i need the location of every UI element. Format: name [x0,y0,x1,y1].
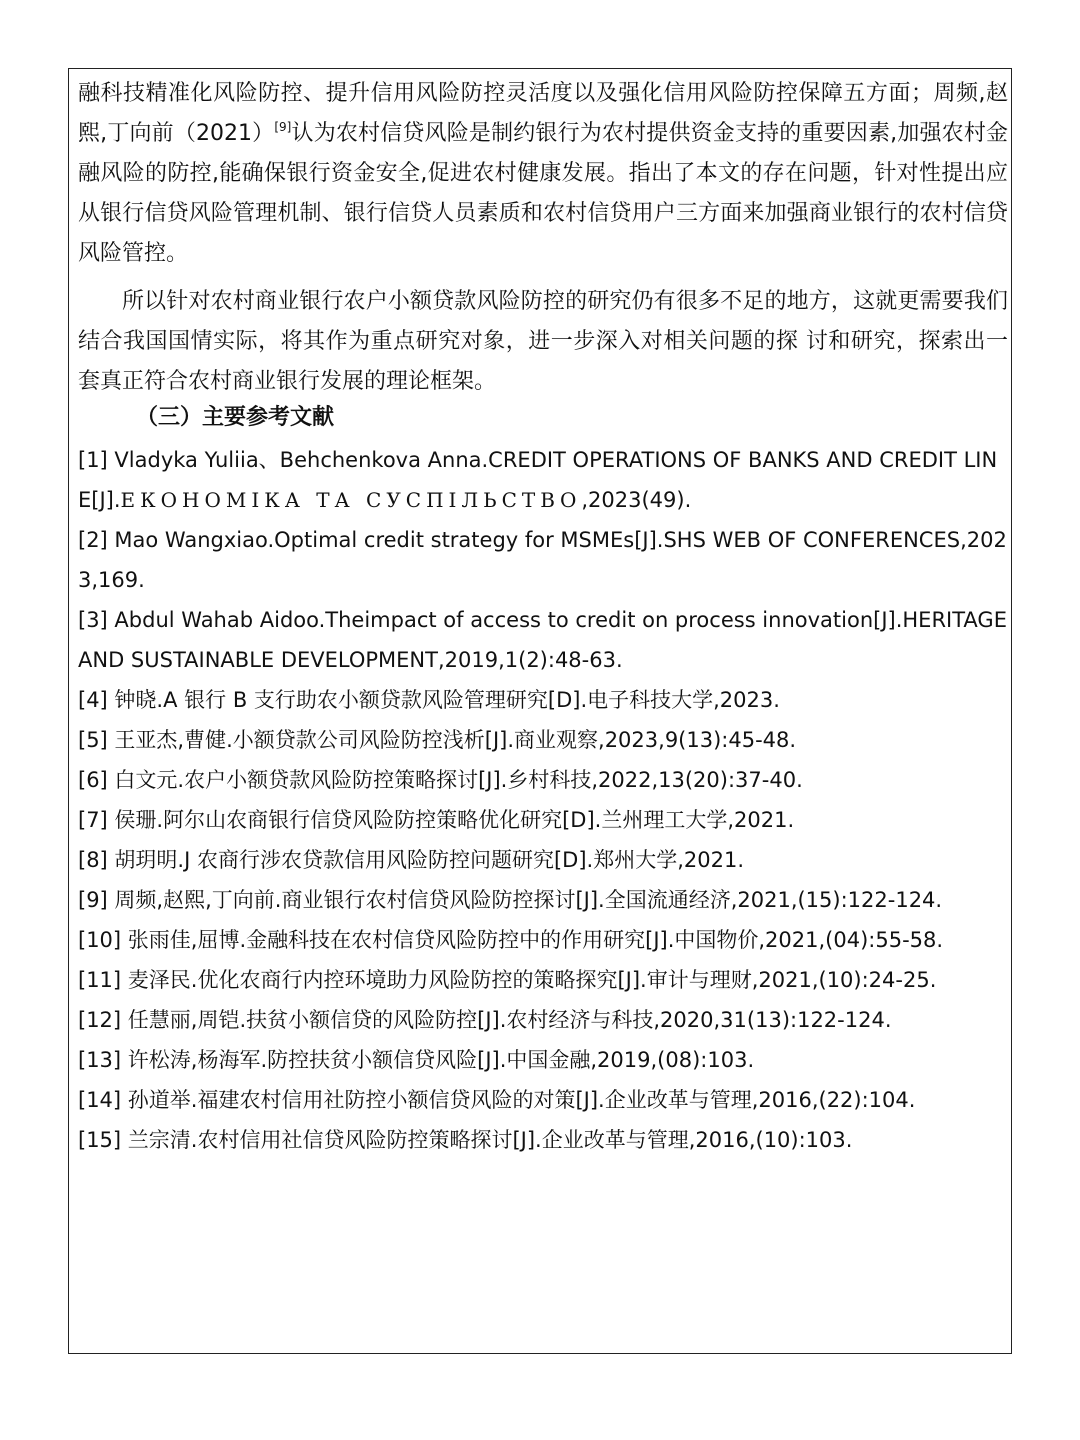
reference-text: [9] 周频,赵熙,丁向前.商业银行农村信贷风险防控探讨[J].全国流通经济,2021,(15):122-124. [78,888,943,912]
reference-text: [7] 侯珊.阿尔山农商银行信贷风险防控策略优化研究[D].兰州理工大学,2021. [78,808,795,832]
reference-item [78,920,1008,960]
reference-journal-cyrillic: ЕКОНОМІКА ТА СУСПІЛЬСТВО [120,488,582,512]
paragraph-text: 认为农村信贷风险是制约银行为农村提供资金支持的重要因素,加强农村金融风险的防控,能确保银行资金安全,促进农村健康发展。指出了本文的存在问题，针对性提出应从银行信贷风险管理机制、银行信贷人员素质和农村信贷用户三方面来加强商业银行的农村信贷风险管控。 [78,121,1009,266]
body-paragraph-1 [78,74,1008,274]
reference-item [78,960,1008,1000]
reference-item [78,840,1008,880]
reference-text: [12] 任慧丽,周铠.扶贫小额信贷的风险防控[J].农村经济与科技,2020,31(13):122-124. [78,1008,892,1032]
reference-item [78,520,1008,600]
reference-list [78,440,1008,1160]
reference-item [78,1080,1008,1120]
citation-superscript: [9] [274,120,292,134]
reference-item [78,1120,1008,1160]
reference-item [78,720,1008,760]
paragraph-text: 融科技精准化风险防控、提升信用风险防控灵活度以及强化信用风险防控保障五方面；周频,赵熙,丁向前（2021） [78,81,1008,146]
reference-item [78,680,1008,720]
reference-text: [1] Vladyka Yuliia、Behchenkova Anna.CREDIT OPERATIONS OF BANKS AND CREDIT LINE[J]. [78,448,998,512]
reference-text: [10] 张雨佳,屈博.金融科技在农村信贷风险防控中的作用研究[J].中国物价,2021,(04):55-58. [78,928,944,952]
reference-text: [2] Mao Wangxiao.Optimal credit strategy for MSMEs[J].SHS WEB OF CONFERENCES,2023,169. [78,528,1007,592]
reference-item [78,760,1008,800]
reference-item [78,600,1008,680]
reference-text: [4] 钟晓.A 银行 B 支行助农小额贷款风险管理研究[D].电子科技大学,2023. [78,688,780,712]
reference-item [78,1000,1008,1040]
reference-item [78,440,1008,520]
reference-text: [15] 兰宗清.农村信用社信贷风险防控策略探讨[J].企业改革与管理,2016,(10):103. [78,1128,853,1152]
reference-text: [6] 白文元.农户小额贷款风险防控策略探讨[J].乡村科技,2022,13(20):37-40. [78,768,803,792]
reference-text: [13] 许松涛,杨海军.防控扶贫小额信贷风险[J].中国金融,2019,(08):103. [78,1048,755,1072]
body-paragraph-2: 所以针对农村商业银行农户小额贷款风险防控的研究仍有很多不足的地方，这就更需要我们结合我国国情实际，将其作为重点研究对象，进一步深入对相关问题的探 讨和研究，探索出一套真正符合农村商业银行发展的理论框架。 [78,289,1008,394]
reference-text: [14] 孙道举.福建农村信用社防控小额信贷风险的对策[J].企业改革与管理,2016,(22):104. [78,1088,916,1112]
reference-text: [11] 麦泽民.优化农商行内控环境助力风险防控的策略探究[J].审计与理财,2021,(10):24-25. [78,968,937,992]
reference-text: [5] 王亚杰,曹健.小额贷款公司风险防控浅析[J].商业观察,2023,9(13):45-48. [78,728,797,752]
reference-text-tail: ,2023(49). [581,488,692,512]
reference-item [78,880,1008,920]
section-heading: （三）主要参考文献 [136,405,335,430]
reference-text: [8] 胡玥明.J 农商行涉农贷款信用风险防控问题研究[D].郑州大学,2021. [78,848,744,872]
reference-item [78,800,1008,840]
reference-item [78,1040,1008,1080]
reference-text: [3] Abdul Wahab Aidoo.Theimpact of access to credit on process innovation[J].HERITAGE AND SUSTAINABLE DEVELOPMENT,2019,1(2):48-63. [78,608,1007,672]
